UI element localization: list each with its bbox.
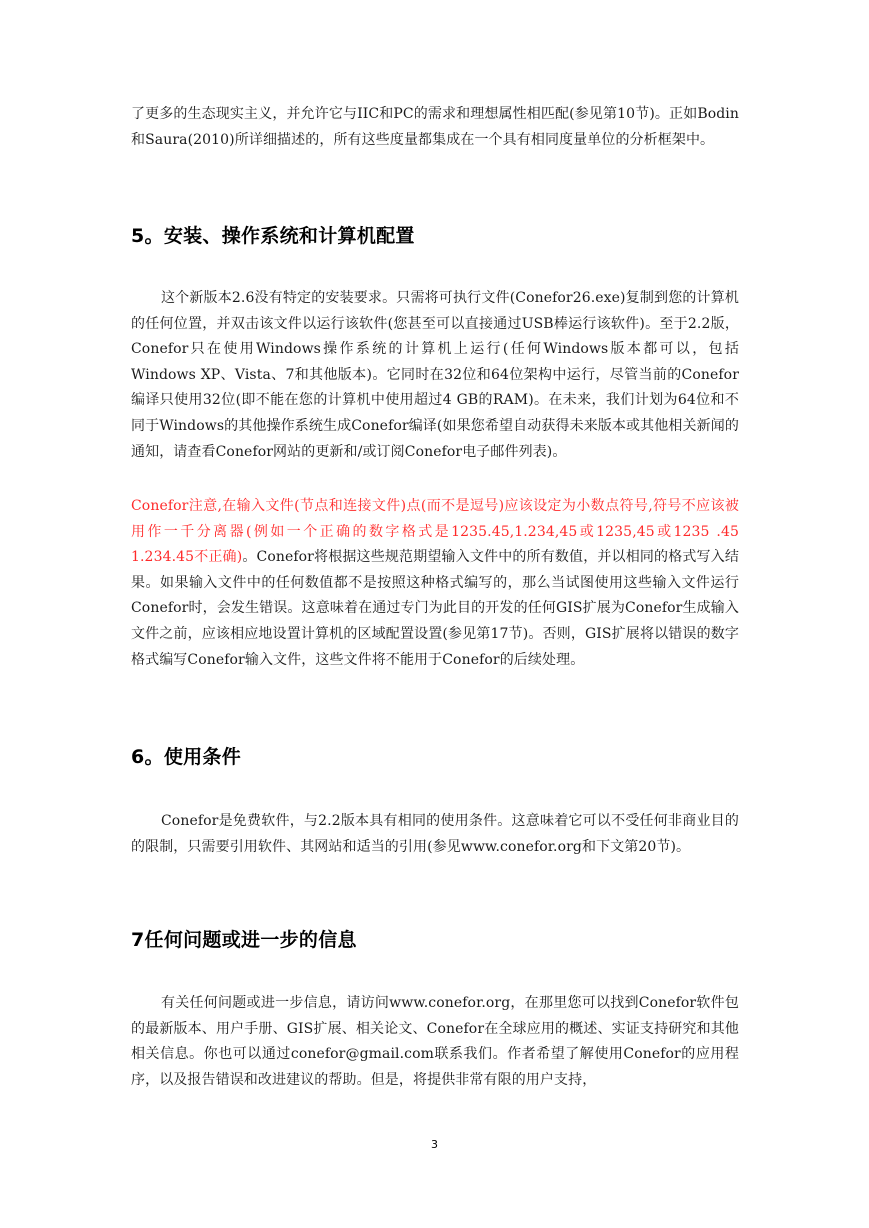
section-5-paragraph-2-rest: 。Conefor将根据这些规范期望输入文件中的所有数值，并以相同的格式写入结果。如果输入文件中的任何数值都不是按照这种格式编写的，那么当试图使用这些输入文件运行Conefor时，会发生错误。这意味着在通过专门为此目的开发的任何GIS扩展为Conefor生成输入文件之前，应该相应地设置计算机的区域配置设置(参见第17节)。否则，GIS扩展将以错误的数字格式编写Conefor输入文件，这些文件将不能用于Conefor的后续处理。 bbox=[131, 549, 739, 668]
section-6-paragraph: Conefor是免费软件，与2.2版本具有相同的使用条件。这意味着它可以不受任何非商业目的的限制，只需要引用软件、其网站和适当的引用(参见www.conefor.org和下文第20节)。 bbox=[131, 813, 739, 855]
section-5-heading: 5。安装、操作系统和计算机配置 bbox=[131, 225, 415, 247]
section-5-paragraph-2 bbox=[131, 494, 739, 673]
page-number: 3 bbox=[431, 1138, 438, 1151]
section-7-heading: 7任何问题或进一步的信息 bbox=[131, 929, 357, 951]
section-6-heading: 6。使用条件 bbox=[131, 746, 242, 768]
decimal-note-red-text: Conefor注意,在输入文件(节点和连接文件)点(而不是逗号)应该设定为小数点符号,符号不应该被用作一千分离器(例如一个正确的数字格式是1235.45,1.234,45或1235,45或1235 .45 1.234.45不正确) bbox=[131, 498, 739, 566]
section-7-paragraph: 有关任何问题或进一步信息，请访问www.conefor.org，在那里您可以找到Conefor软件包的最新版本、用户手册、GIS扩展、相关论文、Conefor在全球应用的概述、实证支持研究和其他相关信息。你也可以通过conefor@gmail.com联系我们。作者希望了解使用Conefor的应用程序，以及报告错误和改进建议的帮助。但是，将提供非常有限的用户支持， bbox=[131, 995, 739, 1088]
section-5-paragraph-1: 这个新版本2.6没有特定的安装要求。只需将可执行文件(Conefor26.exe)复制到您的计算机的任何位置，并双击该文件以运行该软件(您甚至可以直接通过USB棒运行该软件)。至于2.2版，Conefor只在使用Windows操作系统的计算机上运行(任何Windows版本都可以，包括Windows XP、Vista、7和其他版本)。它同时在32位和64位架构中运行，尽管当前的Conefor编译只使用32位(即不能在您的计算机中使用超过4 GB的RAM)。在未来，我们计划为64位和不同于Windows的其他操作系统生成Conefor编译(如果您希望自动获得未来版本或其他相关新闻的通知，请查看Conefor网站的更新和/或订阅Conefor电子邮件列表)。 bbox=[131, 290, 739, 460]
intro-paragraph: 了更多的生态现实主义，并允许它与IIC和PC的需求和理想属性相匹配(参见第10节)。正如Bodin和Saura(2010)所详细描述的，所有这些度量都集成在一个具有相同度量单位的分析框架中。 bbox=[131, 106, 739, 148]
